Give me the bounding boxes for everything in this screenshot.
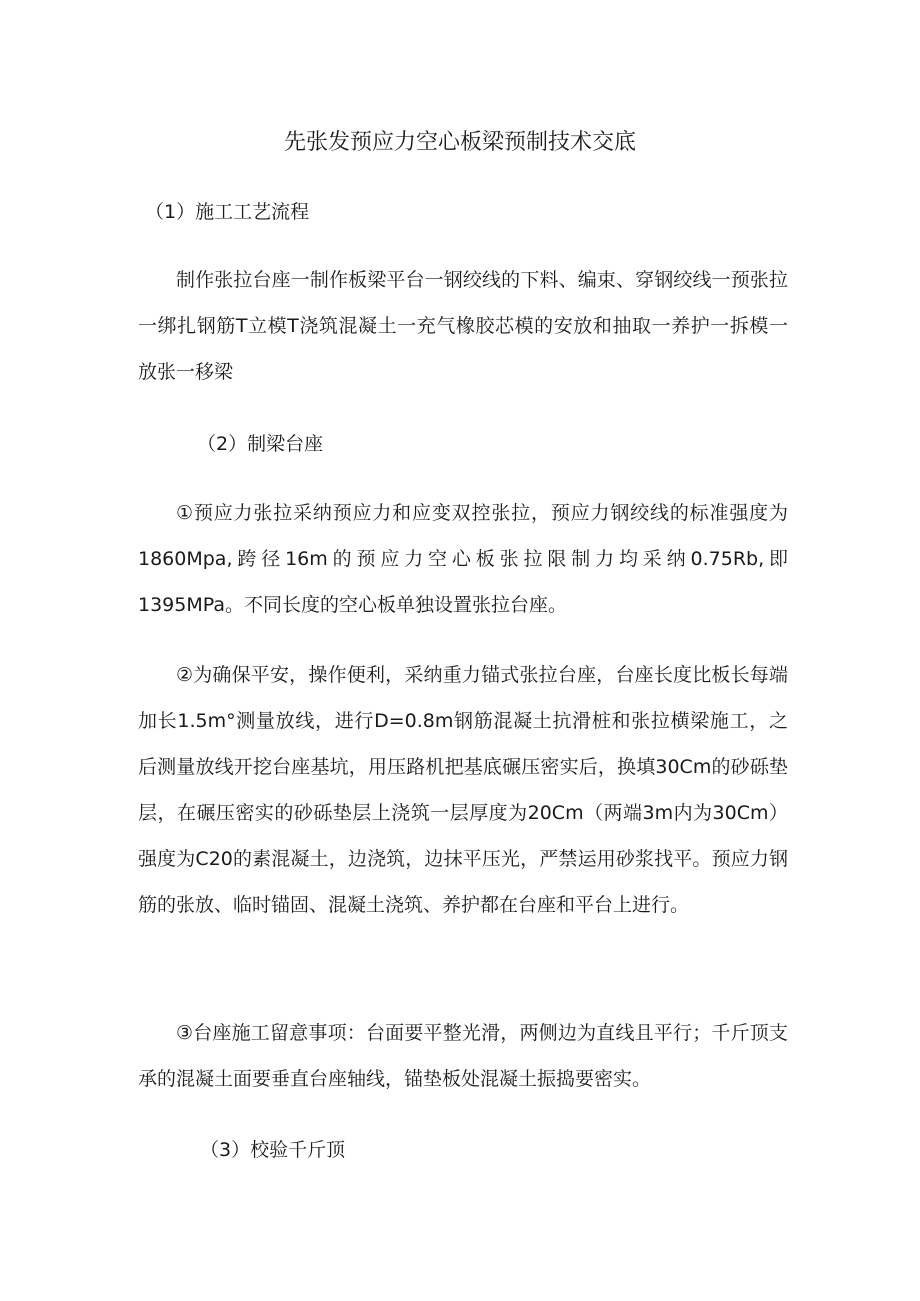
section-heading-2: （2）制梁台座 — [197, 433, 324, 455]
document-title: 先张发预应力空心板梁预制技术交底 — [283, 130, 636, 155]
section-heading-1: （1）施工工艺流程 — [145, 201, 310, 223]
paragraph-tensioning: ①预应力张拉采纳预应力和应变双控张拉，预应力钢绞线的标准强度为1860Mpa,跨径16m的预应力空心板张拉限制力均采纳0.75Rb,即1395MPa。不同长度的空心板单独设置张拉台座。 — [138, 502, 788, 616]
paragraph-pedestal-construction: ②为确保平安，操作便利，采纳重力锚式张拉台座，台座长度比板长每端加长1.5m°测量放线，进行D=0.8m钢筋混凝土抗滑桩和张拉横梁施工，之后测量放线开挖台座基坑，用压路机把基底碾压密实后，换填30Cm的砂砾垫层，在碾压密实的砂砾垫层上浇筑一层厚度为20Cm（两端3m内为30Cm）强度为C20的素混凝土，边浇筑，边抹平压光，严禁运用砂浆找平。预应力钢筋的张放、临时锚固、混凝土浇筑、养护都在台座和平台上进行。 — [138, 664, 788, 916]
paragraph-pedestal-notes: ③台座施工留意事项：台面要平整光滑，两侧边为直线且平行；千斤顶支承的混凝土面要垂直台座轴线，锚垫板处混凝土振捣要密实。 — [138, 1022, 788, 1090]
section-heading-3: （3）校验千斤顶 — [200, 1139, 346, 1161]
paragraph-process-flow: 制作张拉台座一制作板梁平台一钢绞线的下料、编束、穿钢绞线一预张拉一绑扎钢筋T立模T浇筑混凝土一充气橡胶芯模的安放和抽取一养护一拆模一放张一移梁 — [138, 269, 788, 383]
